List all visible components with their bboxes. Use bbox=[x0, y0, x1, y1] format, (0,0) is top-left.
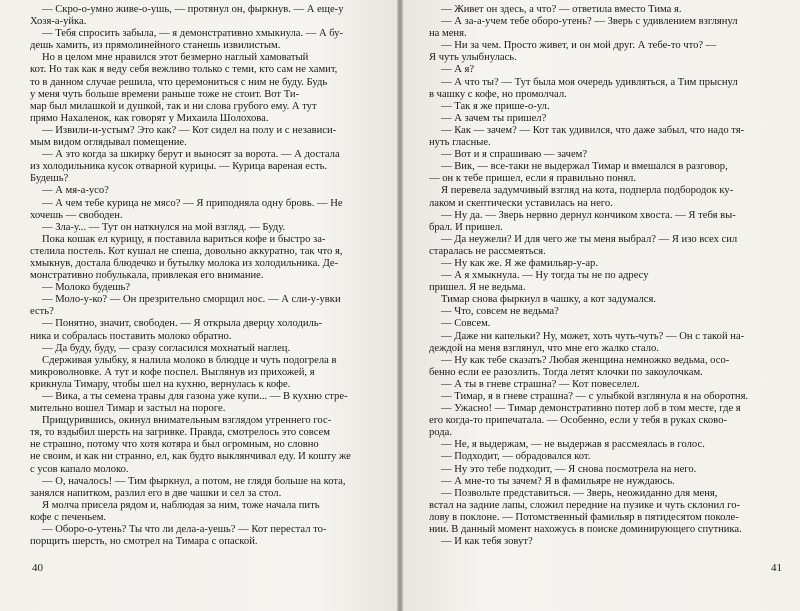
text-line: порщить шерсть, но смотрел на Тимара с опаской. bbox=[30, 536, 258, 548]
text-line: — Живет он здесь, а что? — ответила вместо Тима я. bbox=[441, 4, 682, 15]
text-line: мительно вошел Тимар и застыл на пороге. bbox=[30, 403, 226, 415]
text-line: — Тимар, я в гневе страшна? — с улыбкой взглянула я на оборотня. bbox=[441, 391, 749, 402]
text-line: — Как — зачем? — Кот так удивился, что даже забыл, что надо тя- bbox=[441, 124, 745, 136]
text-line: бенно если ее разозлить. Тогда летят клочки по закоулочкам. bbox=[429, 366, 703, 378]
text-line: — А это когда за шкирку берут и выносят за ворота. — А достала bbox=[42, 149, 340, 161]
text-line: Я перевела задумчивый взгляд на кота, подперла подбородок ку- bbox=[441, 185, 734, 197]
text-line: — Скро-о-умно живе-о-ушь, — протянул он, фыркнув. — А еще-у bbox=[42, 4, 344, 15]
text-line: — Вик, — все-таки не выдержал Тимар и вмешался в разговор, bbox=[441, 161, 728, 173]
text-line: — А я хмыкнула. — Ну тогда ты не по адресу bbox=[441, 270, 649, 282]
text-line: — Тебя спросить забыла, — я демонстративно хмыкнула. — А бу- bbox=[42, 28, 344, 40]
text-line: — Совсем. bbox=[441, 318, 491, 330]
text-line: с усов капало молоко. bbox=[30, 463, 129, 475]
text-line: ника и собралась поставить молоко обратно. bbox=[30, 330, 232, 342]
text-line: — Моло-у-ко? — Он презрительно сморщил нос. — А сли-у-увки bbox=[42, 294, 341, 306]
left-page bbox=[0, 0, 397, 611]
text-line: Сдерживая улыбку, я налила молоко в блюдце и чуть подогрела в bbox=[42, 354, 337, 366]
text-line: — Не, я выдержам, — не выдержав я рассмеялась в голос. bbox=[441, 439, 705, 451]
text-line: хочешь — свободен. bbox=[30, 209, 123, 221]
text-line: — Ну как тебе сказать? Любая женщина немножко ведьма, осо- bbox=[441, 354, 730, 366]
text-line: его когда-то припечатала. — Особенно, если у тебя в руках сково- bbox=[429, 415, 727, 427]
text-line: есть? bbox=[30, 306, 54, 318]
text-line: — Да буду, буду, — сразу согласился мохнатый наглец. bbox=[42, 342, 291, 354]
text-line: рода. bbox=[429, 427, 453, 439]
text-line: не страшно, потому что хотя котяра и был огромным, но словно bbox=[30, 439, 319, 451]
text-line: не своим, и как ни странно, ел, как будто выклянчивал еду. И кошту же bbox=[30, 451, 351, 463]
text-line: Пока кошак ел курицу, я поставила вариться кофе и быстро за- bbox=[42, 233, 326, 245]
text-line: Прищурившись, окинул внимательным взглядом утреннего гос- bbox=[42, 415, 332, 427]
text-line: — Вика, а ты семена травы для газона уже купи... — В кухню стре- bbox=[42, 391, 348, 402]
text-line: брал. И пришел. bbox=[429, 221, 503, 233]
text-line: кот. Но так как я веду себя вежливо только с теми, кто сам не хамит, bbox=[30, 64, 338, 76]
text-line: — Да неужели? И для чего же ты меня выбрал? — Я изо всех сил bbox=[441, 233, 738, 245]
text-line: Я чуть улыбнулась. bbox=[429, 52, 517, 64]
right-page-text bbox=[429, 4, 789, 548]
text-line: хмыкнув, достала блюдечко и бутылку молока из холодильника. Де- bbox=[30, 257, 339, 269]
text-line: Будешь? bbox=[30, 173, 69, 185]
text-line: — Подходит, — обрадовался кот. bbox=[441, 451, 591, 463]
text-line: Я молча присела рядом и, наблюдая за ним, тоже начала пить bbox=[42, 499, 320, 511]
text-line: — он к тебе пришел, если я правильно понял. bbox=[429, 173, 636, 185]
text-line: Хозя-а-уйка. bbox=[30, 16, 87, 28]
text-line: лаком и скептически уставилась на него. bbox=[429, 197, 613, 209]
text-line: на меня. bbox=[429, 28, 467, 40]
text-line: пришел. Я не ведьма. bbox=[429, 282, 526, 294]
text-line: нуть гласные. bbox=[429, 137, 491, 149]
text-line: — А ты в гневе страшна? — Кот повеселел. bbox=[441, 378, 640, 390]
text-line: — А за-а-учем тебе оборо-утень? — Зверь с удивлением взглянул bbox=[441, 16, 738, 28]
text-line: Но в целом мне нравился этот безмерно наглый хамоватый bbox=[42, 52, 309, 64]
text-line: — А мне-то ты зачем? Я в фамильяре не нуждаюсь. bbox=[441, 475, 675, 487]
text-line: — Вот и я спрашиваю — зачем? bbox=[441, 149, 588, 161]
text-line: — Ни за чем. Просто живет, и он мой друг. А тебе-то что? — bbox=[441, 40, 717, 52]
text-line: — А я? bbox=[441, 64, 475, 76]
text-line: у меня чуть больше времени раньше тоже не стоит. Вот Ти- bbox=[30, 88, 300, 100]
text-line: — А чем тебе курица не мясо? — Я приподняла одну бровь. — Не bbox=[42, 197, 343, 209]
text-line: встал на задние лапы, сложил передние на пузике и чуть склонил го- bbox=[429, 499, 741, 511]
text-line: микроволновке. А тут и кофе поспел. Выглянув из прихожей, я bbox=[30, 366, 315, 378]
text-line: — А что ты? — Тут была моя очередь удивляться, а Тим прыснул bbox=[441, 76, 738, 88]
text-line: тя, то вздыбил шерсть на загривке. Правда, смотрелось это совсем bbox=[30, 427, 330, 439]
text-line: нии. В данный момент нахожусь в поиске доминирующего спутника. bbox=[429, 524, 742, 536]
text-line: прямо Нахаленок, как говорят у Михаила Шолохова. bbox=[30, 112, 269, 124]
text-line: — Ну как же. Я же фамильяр-у-ар. bbox=[441, 257, 598, 269]
text-line: деждой на меня взглянул, что мне его жалко стало. bbox=[429, 342, 659, 354]
text-line: — А мя-а-усо? bbox=[42, 185, 109, 197]
text-line: в чашку с кофе, но промолчал. bbox=[429, 88, 567, 100]
right-page-number: 41 bbox=[771, 562, 782, 574]
text-line: Тимар снова фыркнул в чашку, а кот задумался. bbox=[441, 294, 657, 306]
text-line: — Ну это тебе подходит, — Я снова посмотрела на него. bbox=[441, 463, 697, 475]
text-line: — Так я же прише-о-ул. bbox=[441, 100, 550, 112]
text-line: — Извили-и-устым? Это как? — Кот сидел на полу и с независи- bbox=[42, 124, 337, 136]
text-line: кофе с печеньем. bbox=[30, 511, 107, 523]
text-line: — Понятно, значит, свободен. — Я открыла дверцу холодиль- bbox=[42, 318, 323, 330]
text-line: — Что, совсем не ведьма? bbox=[441, 306, 559, 318]
left-page-text bbox=[30, 4, 386, 548]
text-line: старалась не рассмеяться. bbox=[429, 245, 546, 257]
text-line: — Даже ни капельки? Ну, может, хоть чуть-чуть? — Он с такой на- bbox=[441, 330, 745, 342]
text-line: — О, началось! — Тим фыркнул, а потом, не глядя больше на кота, bbox=[42, 475, 346, 487]
text-line: то в данном случае решила, что церемониться с ним не буду. Будь bbox=[30, 76, 328, 88]
text-line: — Ну да. — Зверь нервно дернул кончиком хвоста. — Я тебя вы- bbox=[441, 209, 736, 221]
text-line: — Позвольте представиться. — Зверь, неожиданно для меня, bbox=[441, 487, 718, 499]
text-line: стелила постель. Кот кушал не спеша, довольно аккуратно, так что я, bbox=[30, 245, 343, 257]
text-line: из холодильника кусок отварной курицы. — Курица вареная есть. bbox=[30, 161, 328, 173]
text-line: лову в поклоне. — Потомственный фамильяр в пятидесятом поколе- bbox=[429, 511, 739, 523]
text-line: — И как тебя зовут? bbox=[441, 536, 533, 548]
right-page bbox=[403, 0, 800, 611]
text-line: монстративно побулькала, привлекая его внимание. bbox=[30, 270, 264, 282]
text-line: дешь хамить, из прямолинейного станешь извилистым. bbox=[30, 40, 281, 52]
text-line: — Молоко будешь? bbox=[42, 282, 131, 294]
text-line: занялся напитком, разлил его в две чашки и сел за стол. bbox=[30, 487, 282, 499]
text-line: мым видом оглядывал помещение. bbox=[30, 137, 187, 149]
text-line: — Зла-у... — Тут он наткнулся на мой взгляд. — Буду. bbox=[42, 221, 286, 233]
text-line: крикнула Тимару, чтобы шел на кухню, вернулась к кофе. bbox=[30, 378, 291, 390]
text-line: — Ужасно! — Тимар демонстративно потер лоб в том месте, где я bbox=[441, 403, 741, 415]
left-page-number: 40 bbox=[32, 562, 43, 574]
text-line: — Оборо-о-утень? Ты что ли дела-а-уешь? — Кот перестал то- bbox=[42, 524, 327, 536]
text-line: мар был милашкой и душкой, так и ни слова грубого ему. А тут bbox=[30, 100, 317, 112]
text-line: — А зачем ты пришел? bbox=[441, 112, 547, 124]
